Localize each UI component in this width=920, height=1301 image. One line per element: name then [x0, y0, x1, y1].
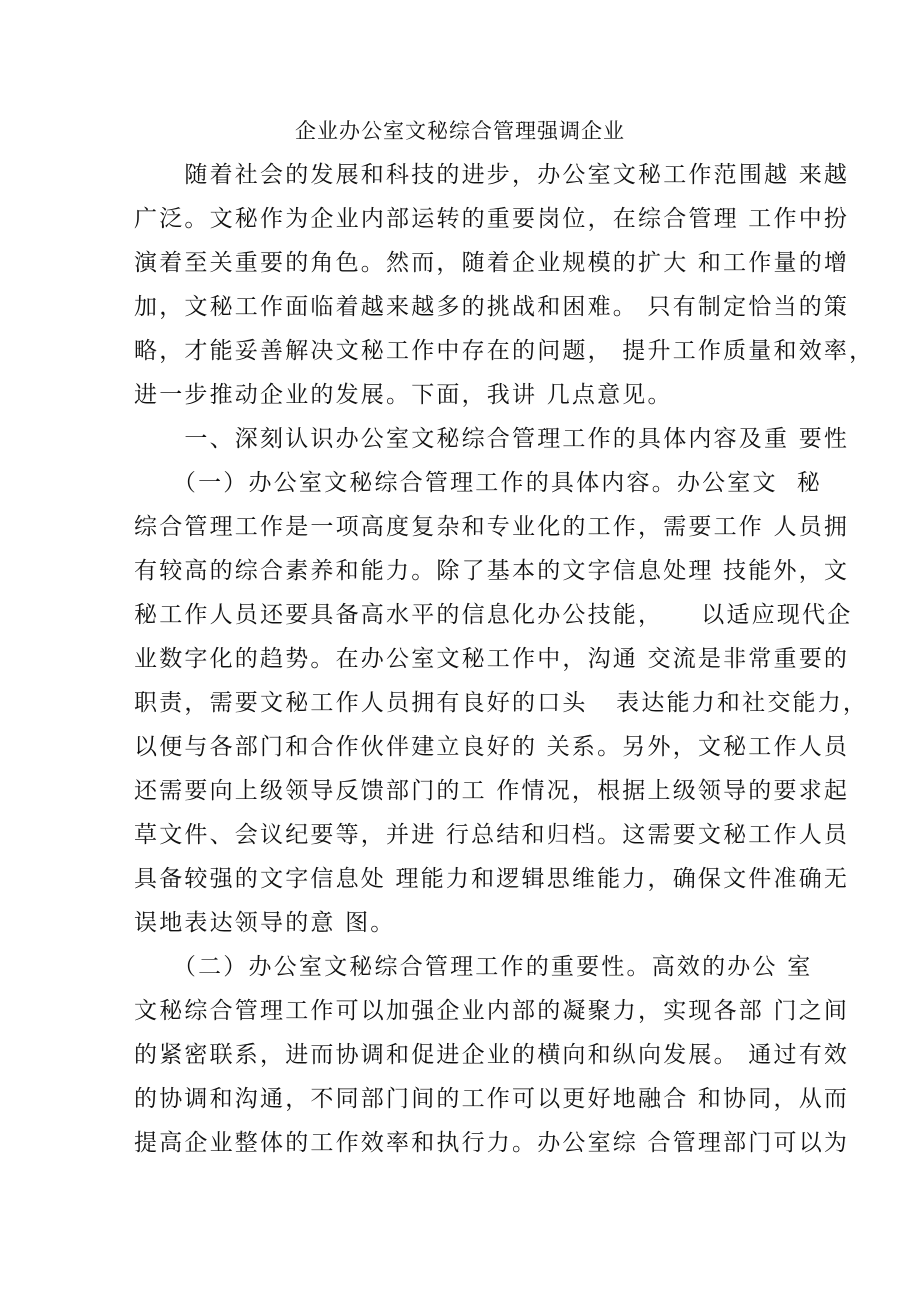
- paragraph-line: 草文件、会议纪要等，并进 行总结和归档。这需要文秘工作人员: [134, 822, 850, 848]
- paragraph-line: 略，才能妥善解决文秘工作中存在的问题， 提升工作质量和效率，: [134, 338, 875, 364]
- paragraph-line: 文秘综合管理工作可以加强企业内部的凝聚力，实现各部 门之间: [134, 998, 850, 1024]
- paragraph-line: 加，文秘工作面临着越来越多的挑战和困难。 只有制定恰当的策: [134, 294, 850, 320]
- paragraph-line: 具备较强的文字信息处 理能力和逻辑思维能力，确保文件准确无: [134, 866, 850, 892]
- paragraph-line: 的紧密联系，进而协调和促进企业的横向和纵向发展。 通过有效: [134, 1042, 850, 1068]
- paragraph-line: 还需要向上级领导反馈部门的工 作情况，根据上级领导的要求起: [134, 778, 850, 804]
- paragraph-line: 的协调和沟通，不同部门间的工作可以更好地融合 和协同，从而: [134, 1086, 850, 1112]
- paragraph-line: 有较高的综合素养和能力。除了基本的文字信息处理 技能外，文: [134, 558, 850, 584]
- paragraph-line: 演着至关重要的角色。然而，随着企业规模的扩大 和工作量的增: [134, 250, 850, 276]
- paragraph-line: 业数字化的趋势。在办公室文秘工作中，沟通 交流是非常重要的: [134, 646, 850, 672]
- subsection-heading-line: （一）办公室文秘综合管理工作的具体内容。办公室文 秘: [134, 470, 822, 496]
- paragraph-line: 广泛。文秘作为企业内部运转的重要岗位，在综合管理 工作中扮: [134, 206, 850, 232]
- paragraph-line: 提高企业整体的工作效率和执行力。办公室综 合管理部门可以为: [134, 1130, 850, 1156]
- paragraph-line: 综合管理工作是一项高度复杂和专业化的工作，需要工作 人员拥: [134, 514, 850, 540]
- document-title: 企业办公室文秘综合管理强调企业: [295, 119, 625, 143]
- section-heading: 一、深刻认识办公室文秘综合管理工作的具体内容及重 要性: [134, 426, 850, 452]
- paragraph-line: 误地表达领导的意 图。: [134, 910, 396, 936]
- paragraph-line: 职责，需要文秘工作人员拥有良好的口头 表达能力和社交能力，: [134, 690, 869, 716]
- paragraph-line: 秘工作人员还要具备高水平的信息化办公技能， 以适应现代企: [134, 602, 853, 628]
- paragraph-line: 以便与各部门和合作伙伴建立良好的 关系。另外，文秘工作人员: [134, 734, 850, 760]
- subsection-heading-line: （二）办公室文秘综合管理工作的重要性。高效的办公 室: [134, 954, 813, 980]
- paragraph-line: 进一步推动企业的发展。下面，我讲 几点意见。: [134, 382, 673, 408]
- paragraph-line: 随着社会的发展和科技的进步，办公室文秘工作范围越 来越: [134, 162, 850, 188]
